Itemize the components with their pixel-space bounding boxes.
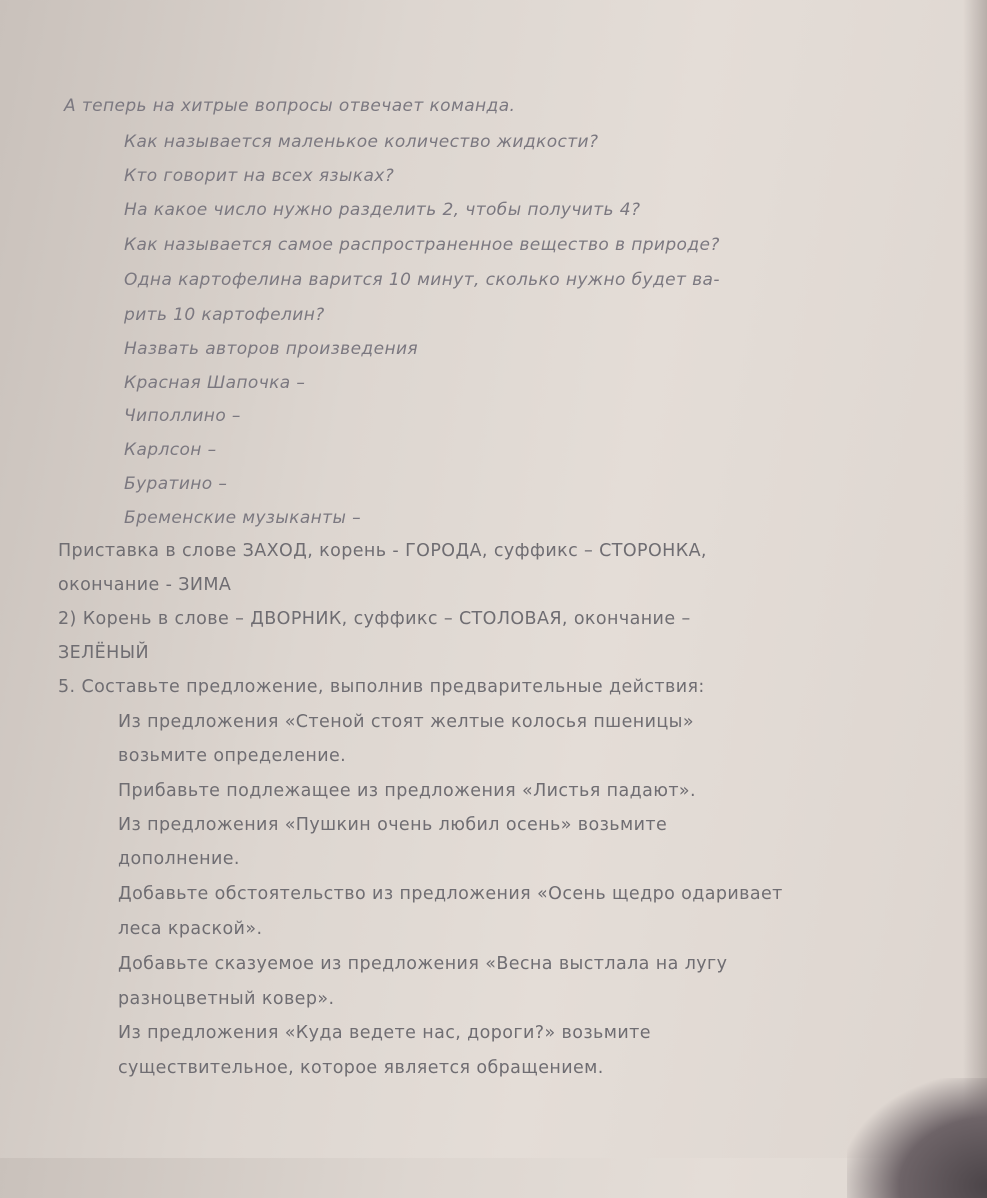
task5-step: Добавьте обстоятельство из предложения «Осень щедро одаривает xyxy=(118,884,783,904)
task5-step: Из предложения «Стеной стоят желтые колосья пшеницы» xyxy=(118,712,695,732)
author-item: Чиполлино – xyxy=(124,406,241,426)
intro-line: А теперь на хитрые вопросы отвечает команда. xyxy=(64,96,516,116)
morph-line: окончание - ЗИМА xyxy=(58,575,232,595)
author-item: Красная Шапочка – xyxy=(124,373,306,393)
morph-line: 2) Корень в слове – ДВОРНИК, суффикс – СТОЛОВАЯ, окончание – xyxy=(58,609,691,629)
task5-step: разноцветный ковер». xyxy=(118,989,335,1009)
question-line: На какое число нужно разделить 2, чтобы получить 4? xyxy=(124,200,641,220)
question-line: Как называется самое распространенное вещество в природе? xyxy=(124,235,720,255)
task5-step: Добавьте сказуемое из предложения «Весна выстлала на лугу xyxy=(118,954,728,974)
author-item: Буратино – xyxy=(124,474,228,494)
task5-step: Из предложения «Куда ведете нас, дороги?» возьмите xyxy=(118,1023,651,1043)
task5-heading: 5. Составьте предложение, выполнив предварительные действия: xyxy=(58,677,705,697)
task5-step: существительное, которое является обращением. xyxy=(118,1058,604,1078)
authors-heading: Назвать авторов произведения xyxy=(124,339,419,359)
task5-step: леса краской». xyxy=(118,919,263,939)
task5-step: Прибавьте подлежащее из предложения «Листья падают». xyxy=(118,781,697,801)
task5-step: возьмите определение. xyxy=(118,746,347,766)
paper-edge-shadow xyxy=(963,0,987,1158)
author-item: Карлсон – xyxy=(124,440,217,460)
task5-step: дополнение. xyxy=(118,849,240,869)
morph-line: ЗЕЛЁНЫЙ xyxy=(58,643,149,663)
morph-line: Приставка в слове ЗАХОД, корень - ГОРОДА, суффикс – СТОРОНКА, xyxy=(58,541,707,561)
question-line: рить 10 картофелин? xyxy=(124,305,325,325)
question-line: Одна картофелина варится 10 минут, сколько нужно будет ва- xyxy=(124,270,720,290)
question-line: Кто говорит на всех языках? xyxy=(124,166,395,186)
task5-step: Из предложения «Пушкин очень любил осень» возьмите xyxy=(118,815,668,835)
question-line: Как называется маленькое количество жидкости? xyxy=(124,132,599,152)
corner-shadow xyxy=(847,1078,987,1198)
author-item: Бременские музыканты – xyxy=(124,508,362,528)
